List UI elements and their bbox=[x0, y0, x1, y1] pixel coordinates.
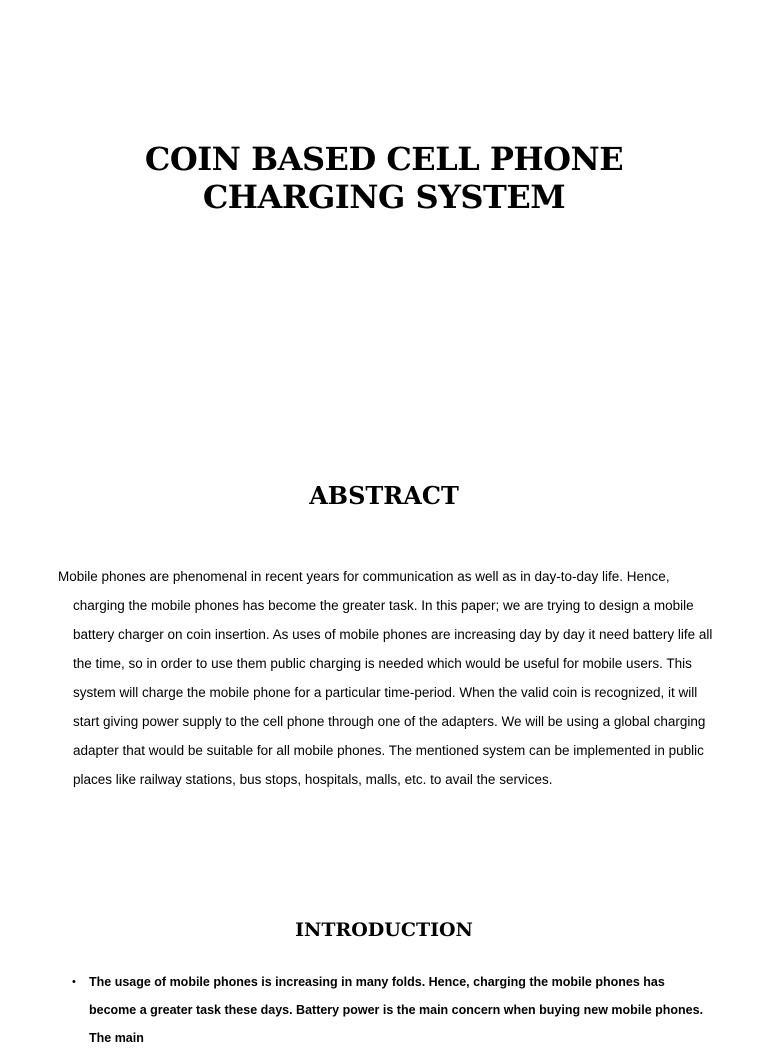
abstract-paragraph: Mobile phones are phenomenal in recent years for communication as well as in day-to-day life. Hence, charging the mobile phones has become the greater task. In this paper; we are trying to design a mobile battery charger on coin insertion. As uses of mobile phones are increasing day by day it need battery life all the time, so in order to use them public charging is needed which would be useful for mobile users. This system will charge the mobile phone for a particular time-period. When the valid coin is recognized, it will start giving power supply to the cell phone through one of the adapters. We will be using a global charging adapter that would be suitable for all mobile phones. The mentioned system can be implemented in public places like railway stations, bus stops, hospitals, malls, etc. to avail the services. bbox=[58, 569, 713, 787]
bullet-icon: • bbox=[72, 976, 76, 988]
list-item-text: The usage of mobile phones is increasing in many folds. Hence, charging the mobile phones has become a greater task these days. Battery power is the main concern when buying new mobile phones. The main bbox=[89, 975, 704, 1045]
introduction-list bbox=[72, 968, 712, 1052]
document-title-line-2: CHARGING SYSTEM bbox=[202, 178, 566, 216]
introduction-heading: INTRODUCTION bbox=[295, 919, 473, 941]
abstract-heading: ABSTRACT bbox=[309, 481, 459, 510]
document-title-line-1: COIN BASED CELL PHONE bbox=[144, 140, 624, 178]
list-item bbox=[72, 968, 712, 1052]
document-title bbox=[0, 140, 768, 216]
